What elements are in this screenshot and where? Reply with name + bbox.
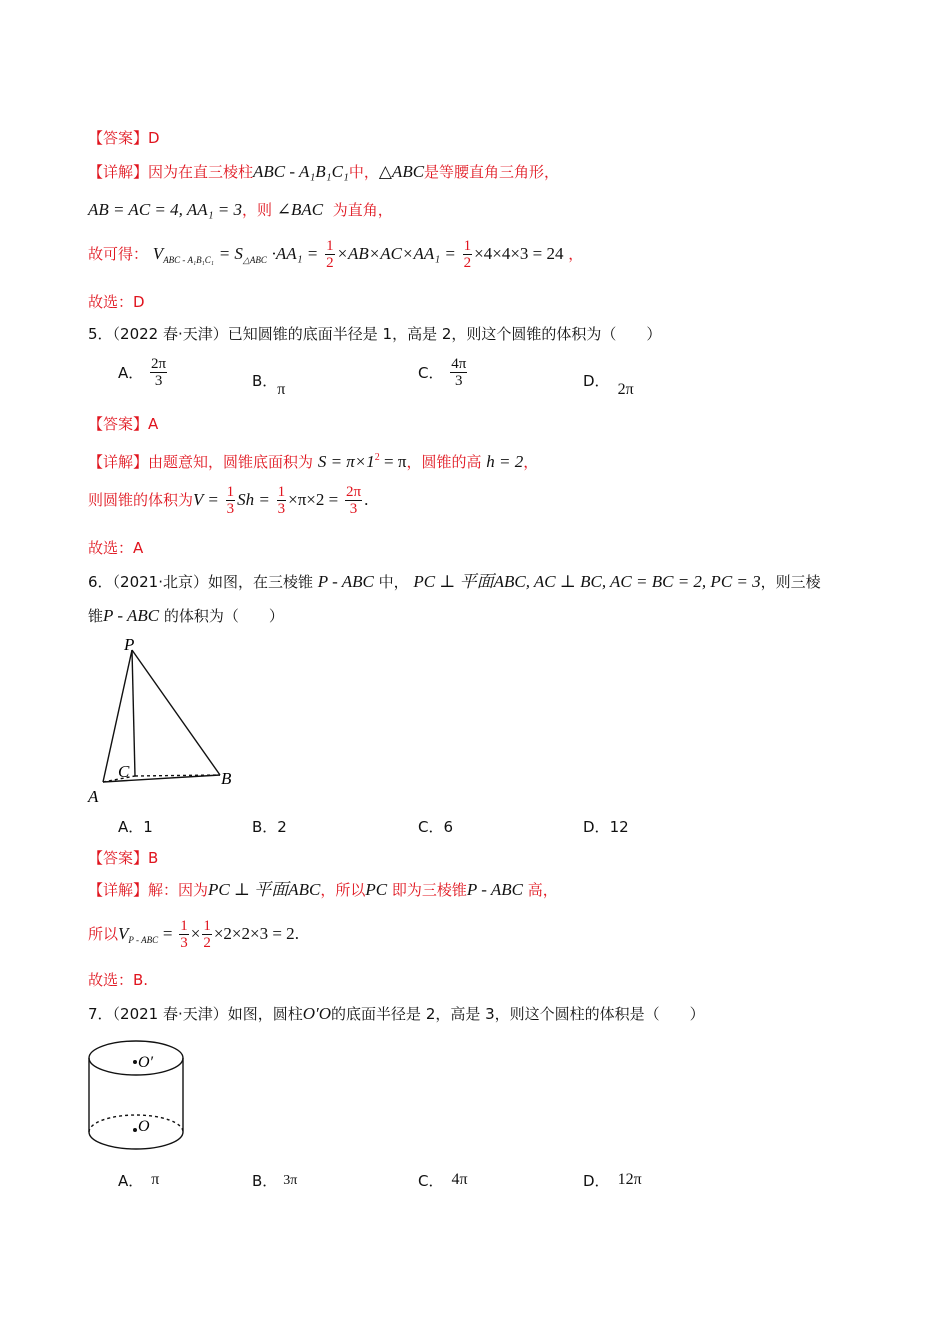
fraction-third [277,484,287,517]
question-text: 的底面半径是 2，高是 3，则这个圆柱的体积是（ ） [331,1005,705,1023]
vol-expr: Sh = [237,490,270,509]
option-value: 12 [609,818,629,836]
q6-option-c[interactable] [418,816,453,837]
q4-volume-line [88,236,583,278]
vol-subscript: ABC - A₁B₁C₁ [163,255,214,265]
label-o-prime: O′ [138,1054,154,1071]
question-text: 锥 [88,607,104,625]
vol-symbol: V [152,244,164,263]
q4-choose-line [88,292,145,312]
option-value: π [277,381,286,398]
option-value: 3π [283,1173,298,1188]
detail-text: 即为三棱锥 [391,881,467,899]
question-text: 中， [378,573,409,591]
q6-detail-line-1 [88,880,558,900]
frac-den: 3 [455,373,463,389]
fraction-third [179,918,189,951]
detail-text: 解：因为 [148,881,209,899]
frac-den: 2 [463,255,472,271]
detail-text: 所以 [88,925,119,943]
vol-expr: × [190,924,201,943]
q4-detail-line-2 [88,200,393,220]
q5-option-b[interactable] [252,370,286,398]
q5-choose-line [88,538,143,558]
answer-value: B [148,849,159,867]
vol-expr: V = [193,490,219,509]
detail-text: ，则 [241,201,272,219]
vol-expr: ×2×2×3 = 2 [213,924,295,943]
question-number: 5． [88,325,113,343]
q7-option-b[interactable] [252,1170,298,1191]
option-label: A． [118,818,144,836]
q4-detail-line-1 [88,162,559,182]
frac-num: 2π [151,356,167,372]
detail-tag: 【详解】 [88,163,149,181]
vertex-label-b: B [221,769,232,788]
angle-expr: ∠BAC [276,200,324,219]
answer-tag: 【答案】 [88,415,149,433]
detail-text: 为直角， [332,201,393,219]
option-label: C． [418,1172,444,1190]
pyramid-name: P - ABC [317,572,374,591]
vol-expr: ×π×2 = [288,490,339,509]
q7-stem [88,1004,705,1024]
frac-den: 3 [226,501,235,517]
pc-expr: PC [365,880,388,899]
option-label: D． [583,1172,610,1190]
punct: . [364,490,369,509]
choose-tag: 故选： [88,293,134,311]
so-tag: 故可得： [88,245,149,263]
area-expr: S = π×1 [317,452,375,471]
choose-value: D [133,293,145,311]
frac-num: 1 [277,484,286,500]
detail-text: 则圆锥的体积为 [88,491,194,509]
fraction-third [226,484,236,517]
condition-expr: AB = AC = 4, AA₁ = 3 [88,200,242,219]
area-symbol: = S [218,244,243,263]
q5-detail-line-1 [88,448,538,472]
pyramid-name: P - ABC [103,606,160,625]
edge-pc [132,650,135,776]
fraction-half [202,918,212,951]
option-value: 1 [143,818,153,836]
triangle-name: △ABC [378,162,425,181]
frac-den: 3 [154,373,163,389]
option-value: 2 [277,818,287,836]
choose-value: B. [133,971,149,989]
detail-text: ，所以 [320,881,366,899]
detail-text: 中， [348,163,379,181]
prism-name: ABC - A₁B₁C₁ [253,162,349,181]
punct: ， [568,245,584,263]
q7-option-a[interactable] [118,1170,160,1191]
option-value: 6 [443,818,454,836]
center-dot-top [133,1060,137,1064]
frac-den: 3 [180,935,188,951]
option-value: 2π [617,381,634,398]
q5-option-a[interactable] [118,356,169,389]
vol-subscript: P - ABC [128,935,159,945]
fraction-half [463,238,473,271]
q5-detail-line-2 [88,482,368,518]
question-text: ，则三棱 [760,573,821,591]
detail-tag: 【详解】 [88,453,149,471]
question-text: （2021 春·天津）如图，圆柱 [112,1005,303,1023]
pyramid-figure [84,634,244,810]
detail-tag: 【详解】 [88,881,149,899]
option-label: B． [252,818,278,836]
q5-stem [88,324,661,344]
frac-num: 4π [451,356,467,372]
answer-tag: 【答案】 [88,849,149,867]
option-value: 12π [617,1171,642,1188]
expr-part: ×AB×AC×AA₁ = [336,244,456,263]
choose-value: A [133,539,144,557]
vertex-label-a: A [88,787,99,806]
question-text: （2021·北京）如图，在三棱锥 [112,573,313,591]
option-label: D． [583,372,610,390]
label-o: O [138,1118,150,1135]
area-subscript: △ABC [242,255,267,265]
fraction-half [325,238,335,271]
question-number: 7． [88,1005,113,1023]
option-label: B． [252,1172,278,1190]
option-label: B． [252,372,278,390]
edge-pb [132,650,220,775]
frac-num: 1 [203,918,211,934]
answer-value: A [148,415,159,433]
frac-den: 2 [203,935,211,951]
punct: . [294,924,299,943]
choose-tag: 故选： [88,971,134,989]
q6-stem-line-1 [88,572,821,592]
q5-option-c[interactable] [418,356,469,389]
q6-detail-line-2 [88,916,299,958]
question-text: 的体积为（ ） [163,607,284,625]
q5-answer-line [88,414,158,434]
q6-option-a[interactable] [118,816,153,837]
option-value: 4π [451,1171,468,1188]
cylinder-figure [84,1036,188,1156]
pyramid-name: P - ABC [466,880,523,899]
frac-num: 1 [326,238,334,254]
frac-den: 3 [349,501,358,517]
detail-text: ， [523,453,539,471]
detail-text: ，圆锥的高 [406,453,482,471]
frac-num: 2π [346,484,362,500]
area-sup: 2 [374,452,380,463]
cylinder-name: O′O [302,1004,332,1023]
height-expr: h = 2 [486,452,524,471]
q6-option-b[interactable] [252,816,287,837]
q6-choose-line [88,970,148,990]
vol-symbol: V [118,924,129,943]
option-label: C． [418,364,444,382]
detail-text: 因为在直三棱柱 [148,163,254,181]
option-value: π [151,1171,160,1188]
vol-expr: = [162,924,173,943]
cylinder-bottom-front [89,1132,183,1149]
vertex-label-c: C [118,762,130,781]
edge-cb [135,775,220,776]
q6-option-d[interactable] [583,816,629,837]
expr-part: ×4×4×3 = 24 [474,244,564,263]
frac-den: 2 [326,255,334,271]
center-dot-bottom [133,1128,137,1132]
option-label: C． [418,818,444,836]
answer-tag: 【答案】 [88,129,149,147]
frac-num: 1 [180,918,188,934]
frac-num: 1 [463,238,472,254]
option-fraction [450,356,467,389]
detail-text: 高， [527,881,558,899]
option-label: D． [583,818,610,836]
q6-stem-line-2 [88,606,284,626]
detail-text: 是等腰直角三角形， [424,163,560,181]
q7-option-d[interactable] [583,1170,642,1191]
choose-tag: 故选： [88,539,134,557]
q4-answer-line [88,128,160,148]
expr-part: ·AA₁ = [271,244,319,263]
option-label: A． [118,1172,144,1190]
answer-value: D [148,129,160,147]
area-expr-tail: = π [379,452,407,471]
vertex-label-p: P [124,635,135,654]
option-label: A． [118,364,144,382]
question-number: 6． [88,573,113,591]
option-fraction [150,356,167,389]
detail-text: 由题意知，圆锥底面积为 [148,453,314,471]
q6-answer-line [88,848,158,868]
cylinder-top [89,1041,183,1075]
perp-expr: PC ⊥ 平面ABC [208,880,321,899]
q7-option-c[interactable] [418,1170,468,1191]
frac-den: 3 [277,501,286,517]
frac-num: 1 [226,484,235,500]
fraction-result [345,484,362,517]
condition-expr: PC ⊥ 平面ABC, AC ⊥ BC, AC = BC = 2, PC = 3 [413,572,761,591]
question-text: （2022 春·天津）已知圆锥的底面半径是 1，高是 2，则这个圆锥的体积为（ ） [112,325,662,343]
q5-option-d[interactable] [583,370,634,398]
